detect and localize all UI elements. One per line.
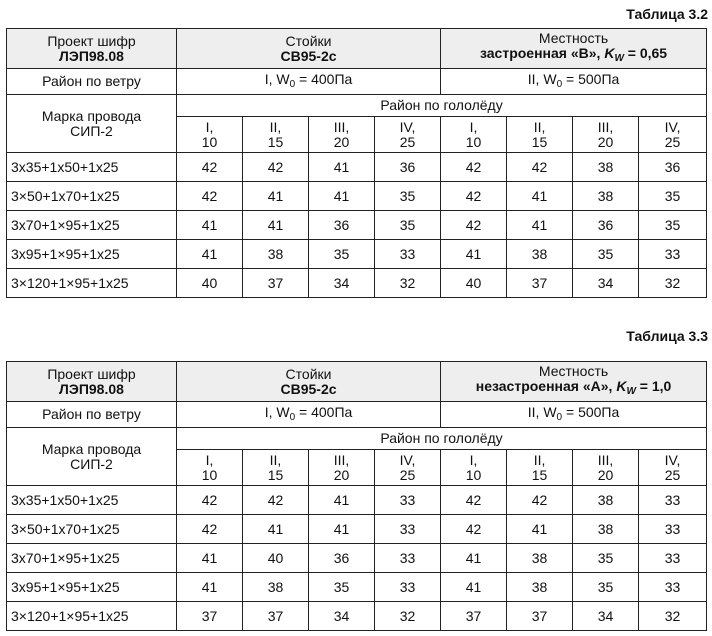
value-cell: 41: [441, 544, 507, 573]
project-code: ЛЭП98.08: [59, 47, 124, 64]
value-cell: 41: [309, 153, 375, 182]
value-cell: 33: [639, 515, 707, 544]
value-cell: 40: [243, 544, 309, 573]
ice-region-cell: II, 15: [507, 450, 573, 486]
value-cell: 41: [507, 515, 573, 544]
value-cell: 35: [573, 544, 639, 573]
value-cell: 37: [441, 602, 507, 631]
ice-label: Район по гололёду: [177, 95, 707, 117]
ice-region-cell: I, 10: [177, 450, 243, 486]
value-cell: 42: [441, 515, 507, 544]
value-cell: 41: [243, 182, 309, 211]
value-cell: 42: [441, 182, 507, 211]
wind-region-2: II, $W_0 = 500Па$: [441, 402, 707, 428]
ice-region-cell: III, 20: [309, 117, 375, 153]
wire-type: 3х35+1х50+1х25: [7, 486, 177, 515]
wind-region-2: II, $W_0 = 500Па$: [441, 69, 707, 95]
wind-label: Район по ветру: [7, 402, 177, 428]
wire-table-2: [6, 361, 707, 631]
value-cell: 36: [375, 153, 441, 182]
value-cell: 35: [639, 211, 707, 240]
value-cell: 42: [177, 486, 243, 515]
kw-value: = 1,0: [635, 378, 672, 394]
table-caption: Таблица 3.3: [626, 328, 708, 344]
project-label: Проект шифр: [47, 365, 136, 382]
posts-cell: [177, 29, 441, 69]
table-caption: Таблица 3.2: [626, 6, 708, 22]
wire-type: 3×50+1х70+1х25: [7, 515, 177, 544]
value-cell: 38: [507, 544, 573, 573]
value-cell: 34: [573, 602, 639, 631]
value-cell: 33: [639, 486, 707, 515]
terrain-type: застроенная «В»,: [480, 45, 605, 61]
value-cell: 42: [177, 515, 243, 544]
value-cell: 41: [177, 240, 243, 269]
wind-label: Район по ветру: [7, 69, 177, 95]
ice-region-cell: III, 20: [573, 117, 639, 153]
ice-region-cell: III, 20: [573, 450, 639, 486]
ice-region-cell: I, 10: [441, 117, 507, 153]
value-cell: 42: [507, 153, 573, 182]
value-cell: 38: [243, 573, 309, 602]
value-cell: 38: [243, 240, 309, 269]
value-cell: 32: [375, 602, 441, 631]
value-cell: 36: [309, 211, 375, 240]
value-cell: 38: [573, 486, 639, 515]
value-cell: 41: [507, 182, 573, 211]
posts-cell: [177, 362, 441, 402]
project-cell: [7, 29, 177, 69]
value-cell: 35: [573, 573, 639, 602]
terrain-type: незастроенная «А»,: [475, 378, 617, 394]
value-cell: 32: [375, 269, 441, 298]
value-cell: 34: [309, 602, 375, 631]
value-cell: 32: [639, 269, 707, 298]
terrain-label: Местность: [538, 363, 609, 379]
value-cell: 33: [375, 573, 441, 602]
value-cell: 33: [375, 515, 441, 544]
wire-label: Марка провода СИП-2: [7, 428, 177, 486]
wire-type: 3×50+1х70+1х25: [7, 182, 177, 211]
value-cell: 41: [309, 486, 375, 515]
value-cell: 38: [573, 153, 639, 182]
value-cell: 42: [243, 486, 309, 515]
value-cell: 41: [243, 211, 309, 240]
posts-label: Стойки: [285, 32, 332, 49]
value-cell: 42: [243, 153, 309, 182]
value-cell: 33: [375, 240, 441, 269]
wire-type: 3х95+1×95+1х25: [7, 240, 177, 269]
table-row: [7, 515, 707, 544]
terrain-value: [480, 45, 668, 64]
wire-table-1: [6, 28, 707, 298]
value-cell: 41: [441, 240, 507, 269]
value-cell: 42: [177, 182, 243, 211]
value-cell: 38: [573, 515, 639, 544]
value-cell: 40: [177, 269, 243, 298]
ice-region-cell: I, 10: [177, 117, 243, 153]
value-cell: 38: [573, 182, 639, 211]
value-cell: 41: [507, 211, 573, 240]
value-cell: 32: [639, 602, 707, 631]
value-cell: 34: [309, 269, 375, 298]
value-cell: 41: [177, 544, 243, 573]
ice-region-cell: IV, 25: [639, 450, 707, 486]
table-row: [7, 153, 707, 182]
value-cell: 35: [375, 182, 441, 211]
table-row: [7, 486, 707, 515]
terrain-value: [475, 378, 672, 397]
value-cell: 42: [441, 486, 507, 515]
posts-value: СВ95-2с: [280, 380, 337, 397]
value-cell: 35: [639, 182, 707, 211]
value-cell: 41: [177, 211, 243, 240]
value-cell: 35: [309, 240, 375, 269]
value-cell: 35: [573, 240, 639, 269]
ice-region-cell: II, 15: [243, 450, 309, 486]
wire-type: 3х70+1×95+1х25: [7, 544, 177, 573]
value-cell: 41: [309, 515, 375, 544]
wire-type: 3х95+1×95+1х25: [7, 573, 177, 602]
value-cell: 33: [375, 486, 441, 515]
value-cell: 41: [441, 573, 507, 602]
value-cell: 42: [177, 153, 243, 182]
value-cell: 37: [177, 602, 243, 631]
kw-subscript: W: [626, 386, 636, 397]
table-row: [7, 182, 707, 211]
value-cell: 33: [639, 573, 707, 602]
project-label: Проект шифр: [47, 32, 136, 49]
value-cell: 33: [639, 240, 707, 269]
project-cell: [7, 362, 177, 402]
value-cell: 37: [243, 269, 309, 298]
ice-region-cell: II, 15: [243, 117, 309, 153]
value-cell: 36: [573, 211, 639, 240]
value-cell: 37: [243, 602, 309, 631]
ice-region-cell: IV, 25: [639, 117, 707, 153]
value-cell: 37: [507, 269, 573, 298]
terrain-label: Местность: [538, 30, 609, 46]
terrain-cell: [441, 362, 707, 402]
value-cell: 42: [441, 211, 507, 240]
value-cell: 41: [243, 515, 309, 544]
kw-subscript: W: [614, 53, 624, 64]
wire-label: Марка провода СИП-2: [7, 95, 177, 153]
terrain-cell: [441, 29, 707, 69]
table-row: [7, 573, 707, 602]
value-cell: 40: [441, 269, 507, 298]
value-cell: 36: [639, 153, 707, 182]
ice-region-cell: IV, 25: [375, 117, 441, 153]
value-cell: 33: [375, 544, 441, 573]
wind-region-1: I, $W_0 = 400Па$: [177, 402, 441, 428]
table-row: [7, 544, 707, 573]
value-cell: 42: [441, 153, 507, 182]
wire-type: 3х70+1×95+1х25: [7, 211, 177, 240]
table-row: [7, 240, 707, 269]
value-cell: 38: [507, 240, 573, 269]
value-cell: 33: [639, 544, 707, 573]
ice-region-cell: II, 15: [507, 117, 573, 153]
posts-value: СВ95-2с: [280, 47, 337, 64]
ice-label: Район по гололёду: [177, 428, 707, 450]
value-cell: 41: [309, 182, 375, 211]
table-row: [7, 602, 707, 631]
value-cell: 34: [573, 269, 639, 298]
value-cell: 42: [507, 486, 573, 515]
wind-region-1: I, $W_0 = 400Па$: [177, 69, 441, 95]
posts-label: Стойки: [285, 365, 332, 382]
value-cell: 37: [507, 602, 573, 631]
project-code: ЛЭП98.08: [59, 380, 124, 397]
value-cell: 41: [177, 573, 243, 602]
table-row: [7, 269, 707, 298]
wire-type: 3×120+1×95+1х25: [7, 269, 177, 298]
ice-region-cell: I, 10: [441, 450, 507, 486]
kw-symbol: K: [604, 45, 615, 61]
value-cell: 38: [507, 573, 573, 602]
kw-symbol: K: [616, 378, 627, 394]
value-cell: 35: [309, 573, 375, 602]
ice-region-cell: IV, 25: [375, 450, 441, 486]
kw-value: = 0,65: [623, 45, 668, 61]
value-cell: 35: [375, 211, 441, 240]
value-cell: 36: [309, 544, 375, 573]
ice-region-cell: III, 20: [309, 450, 375, 486]
wire-type: 3х35+1х50+1х25: [7, 153, 177, 182]
table-row: [7, 211, 707, 240]
wire-type: 3×120+1×95+1х25: [7, 602, 177, 631]
